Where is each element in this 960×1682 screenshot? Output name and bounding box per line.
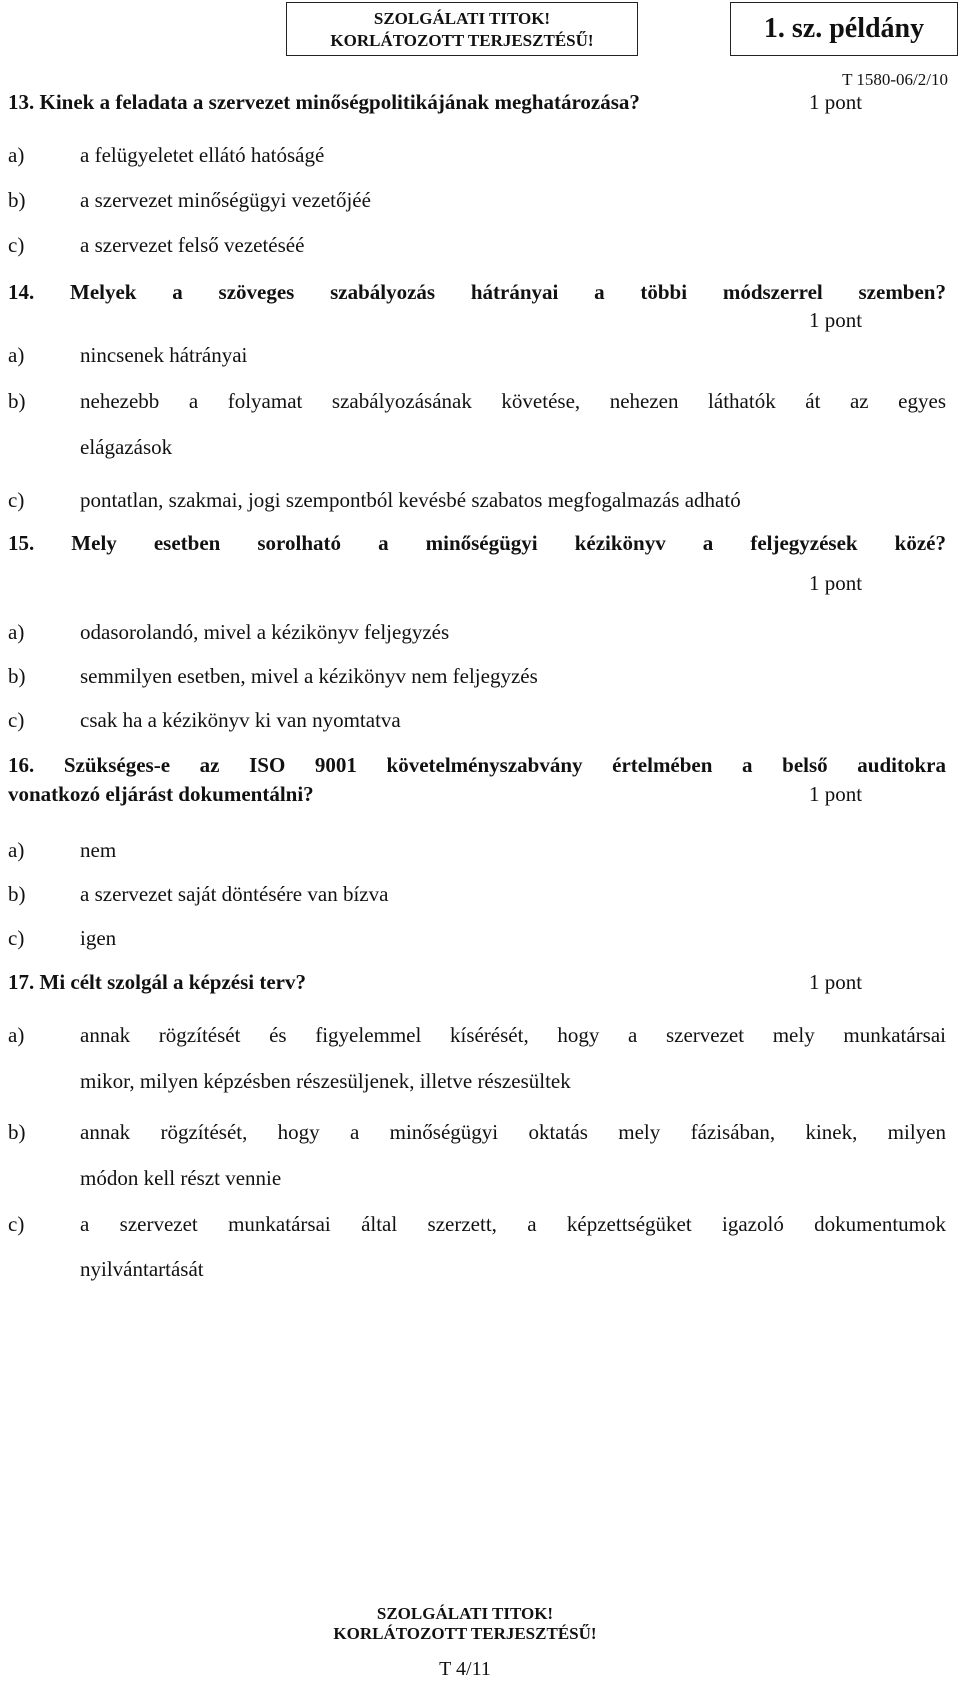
footer-classification-line-1: SZOLGÁLATI TITOK! — [376, 1604, 554, 1623]
option-letter: b) — [8, 389, 26, 413]
question-13-points: 1 pont — [809, 90, 863, 114]
option-text: nincsenek hátrányai — [80, 343, 248, 367]
classification-footer — [290, 1604, 640, 1644]
option-text-line-1: annak rögzítését és figyelemmel kísérését, hogy a szervezet mely munkatársai — [80, 1023, 946, 1047]
option-letter: c) — [8, 926, 25, 950]
document-id: T 1580-06/2/10 — [842, 70, 948, 89]
option-text-line-2: nyilvántartását — [80, 1257, 204, 1281]
option-text: igen — [80, 926, 117, 950]
option-text-line-1: nehezebb a folyamat szabályozásának követése, nehezen láthatók át az egyes — [80, 389, 946, 413]
question-16-title-line-2: vonatkozó eljárást dokumentálni? — [8, 782, 314, 806]
option-text: semmilyen esetben, mivel a kézikönyv nem feljegyzés — [80, 664, 538, 688]
question-17-title: 17. Mi célt szolgál a képzési terv? — [8, 970, 306, 994]
question-14-points: 1 pont — [809, 308, 863, 332]
classification-header-box — [286, 2, 638, 56]
footer-classification-line-2: KORLÁTOZOTT TERJESZTÉSŰ! — [333, 1624, 597, 1643]
option-text-line-1: annak rögzítését, hogy a minőségügyi oktatás mely fázisában, kinek, milyen — [80, 1120, 946, 1144]
option-letter: b) — [8, 664, 26, 688]
option-letter: b) — [8, 188, 26, 212]
question-14-title: 14. Melyek a szöveges szabályozás hátrányai a többi módszerrel szemben? — [8, 280, 946, 304]
option-text: a szervezet felső vezetéséé — [80, 233, 305, 257]
question-15-title: 15. Mely esetben sorolható a minőségügyi kézikönyv a feljegyzések közé? — [8, 531, 946, 555]
option-text: pontatlan, szakmai, jogi szempontból kevésbé szabatos megfogalmazás adható — [80, 488, 741, 512]
option-text-line-2: mikor, milyen képzésben részesüljenek, illetve részesültek — [80, 1069, 571, 1093]
option-text: a szervezet minőségügyi vezetőjéé — [80, 188, 371, 212]
option-text-line-2: módon kell részt vennie — [80, 1166, 282, 1190]
question-13-title: 13. Kinek a feladata a szervezet minőségpolitikájának meghatározása? — [8, 90, 640, 114]
classification-line-1: SZOLGÁLATI TITOK! — [373, 9, 551, 28]
option-letter: b) — [8, 1120, 26, 1144]
option-letter: c) — [8, 233, 25, 257]
option-text: odasorolandó, mivel a kézikönyv feljegyzés — [80, 620, 450, 644]
copy-number-box — [730, 2, 958, 56]
option-letter: c) — [8, 488, 25, 512]
question-17-points: 1 pont — [809, 970, 863, 994]
copy-number-label: 1. sz. példány — [763, 13, 925, 44]
option-text-line-2: elágazások — [80, 435, 173, 459]
question-16-title-line-1: 16. Szükséges-e az ISO 9001 követelményszabvány értelmében a belső auditokra — [8, 753, 946, 777]
option-letter: c) — [8, 1212, 25, 1236]
question-15-points: 1 pont — [809, 571, 863, 595]
option-letter: a) — [8, 620, 25, 644]
option-text: a felügyeletet ellátó hatóságé — [80, 143, 325, 167]
option-text: a szervezet saját döntésére van bízva — [80, 882, 389, 906]
option-text: csak ha a kézikönyv ki van nyomtatva — [80, 708, 401, 732]
option-letter: a) — [8, 1023, 25, 1047]
option-text-line-1: a szervezet munkatársai által szerzett, a képzettségüket igazoló dokumentumok — [80, 1212, 946, 1236]
option-letter: b) — [8, 882, 26, 906]
page-number: T 4/11 — [439, 1658, 491, 1680]
question-16-points: 1 pont — [809, 782, 863, 806]
option-letter: c) — [8, 708, 25, 732]
option-letter: a) — [8, 343, 25, 367]
option-text: nem — [80, 838, 117, 862]
classification-line-2: KORLÁTOZOTT TERJESZTÉSŰ! — [330, 31, 594, 50]
option-letter: a) — [8, 838, 25, 862]
option-letter: a) — [8, 143, 25, 167]
